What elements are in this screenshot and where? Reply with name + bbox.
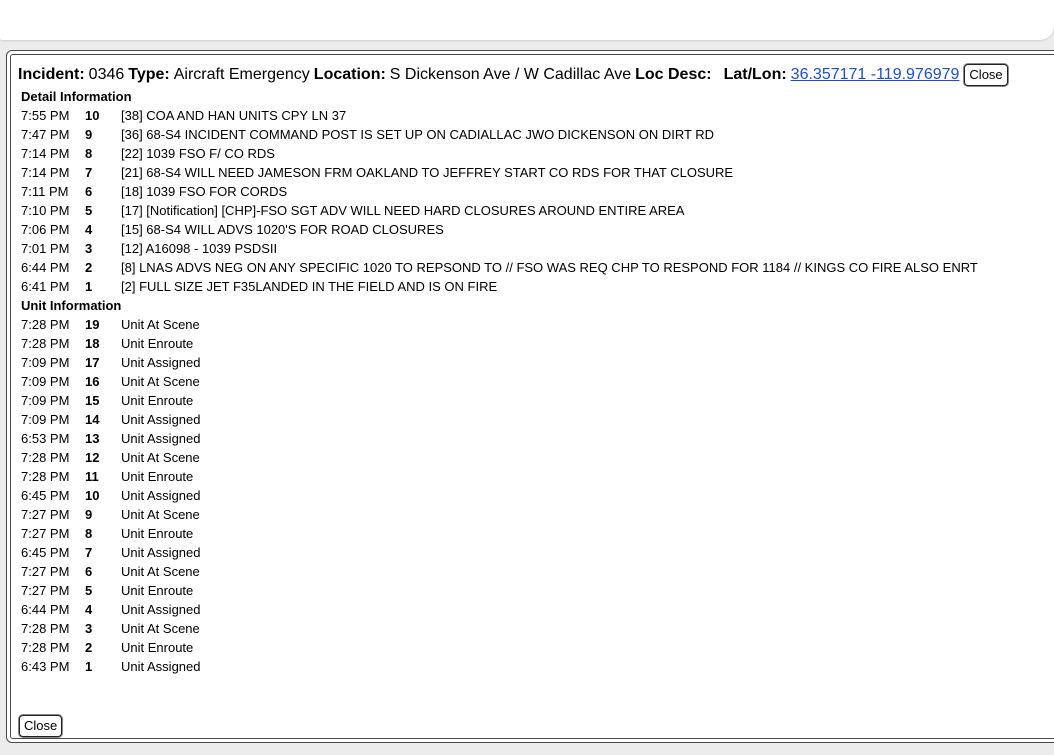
row-text: [38] COA AND HAN UNITS CPY LN 37 [121,108,347,123]
row-text: [18] 1039 FSO FOR CORDS [121,184,288,199]
incident-type: Aircraft Emergency [173,66,310,83]
row-number: 10 [85,108,100,123]
row-number: 9 [85,127,93,142]
row-text: Unit At Scene [121,450,200,465]
row-number: 16 [85,374,100,389]
detail-row [21,239,978,258]
unit-row [21,429,201,448]
row-number: 11 [85,469,99,484]
detail-row [21,106,978,125]
row-text: Unit Enroute [121,469,194,484]
row-time: 6:43 PM [21,659,70,674]
row-text: [22] 1039 FSO F/ CO RDS [121,146,275,161]
row-text: [2] FULL SIZE JET F35LANDED IN THE FIELD AND IS ON FIRE [121,279,498,294]
detail-row [21,201,978,220]
row-number: 17 [85,355,100,370]
row-text: [15] 68-S4 WILL ADVS 1020'S FOR ROAD CLOSURES [121,222,444,237]
row-text: Unit At Scene [121,507,200,522]
row-number: 7 [85,165,93,180]
row-number: 14 [85,412,100,427]
row-text: Unit Assigned [121,412,201,427]
row-time: 7:28 PM [21,336,70,351]
row-text: Unit At Scene [121,564,200,579]
row-text: [8] LNAS ADVS NEG ON ANY SPECIFIC 1020 TO REPSOND TO // FSO WAS REQ CHP TO RESPOND FOR 1184 // KINGS CO FIRE ALSO ENRT [121,260,978,275]
row-text: Unit Assigned [121,602,201,617]
detail-row [21,144,978,163]
detail-row [21,277,978,296]
row-text: Unit Enroute [121,336,194,351]
unit-row [21,391,201,410]
row-number: 5 [85,203,93,218]
row-text: [21] 68-S4 WILL NEED JAMESON FRM OAKLAND TO JEFFREY START CO RDS FOR THAT CLOSURE [121,165,734,180]
incident-dialog [6,50,1054,743]
detail-row [21,258,978,277]
detail-section-title: Detail Information [21,89,132,104]
row-number: 1 [85,279,93,294]
row-time: 7:09 PM [21,393,70,408]
row-text: Unit Enroute [121,583,194,598]
row-time: 7:47 PM [21,127,70,142]
row-time: 6:53 PM [21,431,70,446]
row-time: 6:41 PM [21,279,70,294]
row-time: 6:44 PM [21,602,70,617]
top-panel [0,0,1054,40]
row-text: Unit At Scene [121,317,200,332]
row-text: Unit Enroute [121,526,194,541]
row-text: Unit Enroute [121,640,194,655]
loc-desc-label: Loc Desc: [635,66,712,83]
row-text: [36] 68-S4 INCIDENT COMMAND POST IS SET UP ON CADIALLAC JWO DICKENSON ON DIRT RD [121,127,715,142]
row-text: Unit At Scene [121,621,200,636]
row-time: 7:27 PM [21,507,70,522]
row-number: 2 [85,260,93,275]
unit-row [21,334,201,353]
unit-row [21,581,201,600]
unit-row [21,619,201,638]
row-text: Unit Enroute [121,393,194,408]
row-number: 8 [85,526,93,541]
row-time: 7:27 PM [21,583,70,598]
row-number: 18 [85,336,100,351]
detail-row [21,163,978,182]
row-time: 7:01 PM [21,241,70,256]
unit-row [21,638,201,657]
location-label: Location: [313,66,386,83]
row-time: 7:09 PM [21,355,70,370]
detail-row [21,125,978,144]
row-time: 7:09 PM [21,412,70,427]
row-number: 4 [85,602,93,617]
unit-row [21,372,201,391]
row-text: Unit Assigned [121,431,201,446]
unit-row [21,562,201,581]
unit-list [21,315,201,676]
row-text: [12] A16098 - 1039 PSDSII [121,241,278,256]
row-number: 7 [85,545,93,560]
row-number: 13 [85,431,100,446]
row-number: 4 [85,222,93,237]
row-number: 19 [85,317,100,332]
unit-row [21,486,201,505]
row-time: 7:28 PM [21,317,70,332]
row-number: 15 [85,393,100,408]
row-number: 3 [85,241,93,256]
incident-number: 0346 [88,66,125,83]
row-time: 6:44 PM [21,260,70,275]
row-time: 7:06 PM [21,222,70,237]
row-number: 6 [85,564,93,579]
incident-dialog-inner [10,54,1054,739]
row-time: 6:45 PM [21,545,70,560]
row-text: [17] [Notification] [CHP]-FSO SGT ADV WILL NEED HARD CLOSURES AROUND ENTIRE AREA [121,203,685,218]
type-label: Type: [128,66,170,83]
unit-row [21,543,201,562]
latlon-label: Lat/Lon: [723,66,787,83]
unit-row [21,410,201,429]
unit-row [21,353,201,372]
row-number: 10 [85,488,100,503]
row-time: 7:55 PM [21,108,70,123]
row-time: 7:27 PM [21,564,70,579]
row-number: 8 [85,146,93,161]
row-number: 2 [85,640,93,655]
detail-row [21,182,978,201]
row-text: Unit At Scene [121,374,200,389]
unit-row [21,657,201,676]
latlon-link[interactable]: 36.357171 -119.976979 [790,66,960,83]
unit-section-title: Unit Information [21,298,122,313]
row-time: 7:09 PM [21,374,70,389]
unit-row [21,524,201,543]
row-text: Unit Assigned [121,355,201,370]
unit-row [21,315,201,334]
unit-row [21,467,201,486]
row-time: 7:28 PM [21,450,70,465]
row-time: 7:28 PM [21,621,70,636]
unit-row [21,448,201,467]
unit-row [21,600,201,619]
detail-list [21,106,978,296]
row-time: 7:14 PM [21,165,70,180]
row-number: 6 [85,184,93,199]
row-text: Unit Assigned [121,545,201,560]
row-number: 1 [85,659,93,674]
row-number: 9 [85,507,93,522]
row-time: 7:11 PM [21,184,69,199]
row-number: 3 [85,621,93,636]
footer-close-button[interactable]: Close [19,715,62,737]
row-number: 5 [85,583,93,598]
row-time: 6:45 PM [21,488,70,503]
unit-row [21,505,201,524]
row-time: 7:28 PM [21,469,70,484]
incident-header [18,62,1008,88]
header-close-button[interactable]: Close [964,64,1007,86]
row-time: 7:27 PM [21,526,70,541]
detail-row [21,220,978,239]
row-time: 7:10 PM [21,203,70,218]
row-number: 12 [85,450,100,465]
row-text: Unit Assigned [121,659,201,674]
row-time: 7:14 PM [21,146,70,161]
incident-label: Incident: [18,66,85,83]
row-text: Unit Assigned [121,488,201,503]
row-time: 7:28 PM [21,640,70,655]
incident-location: S Dickenson Ave / W Cadillac Ave [389,66,632,83]
